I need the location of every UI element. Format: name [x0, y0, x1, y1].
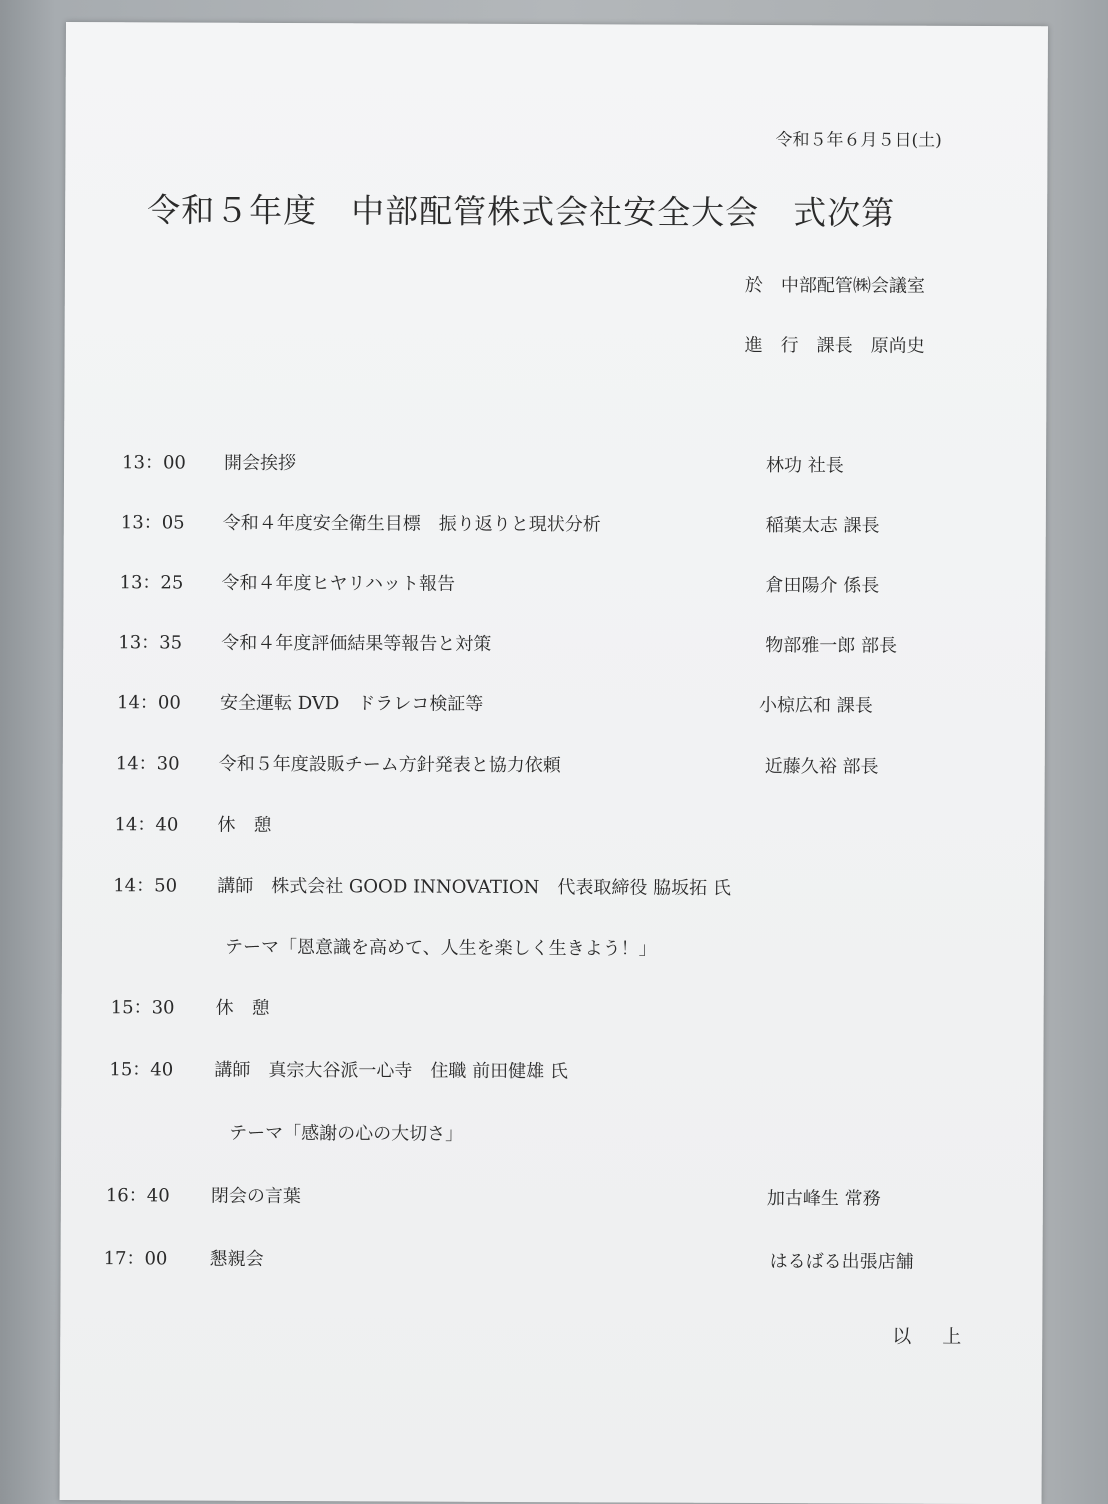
agenda-row: [61, 1181, 1043, 1215]
agenda-row: [63, 628, 1045, 662]
agenda-row: [61, 1055, 1043, 1089]
agenda-item: 令和４年度ヒヤリハット報告: [221, 572, 456, 595]
agenda-time: 13：35: [118, 632, 183, 654]
agenda-speaker: 加古峰生 常務: [766, 1188, 881, 1210]
agenda-speaker: 林功 社長: [766, 455, 844, 477]
agenda-item: 令和５年度設販チーム方針発表と協力依頼: [218, 753, 561, 777]
agenda-row: [62, 993, 1044, 1027]
agenda-item: 開会挨拶: [224, 452, 297, 475]
agenda-item: 講師 真宗大谷派一心寺 住職 前田健雄 氏: [214, 1059, 568, 1083]
document-title: 令和５年度 中部配管株式会社安全大会 式次第: [147, 190, 896, 233]
agenda-row: [62, 932, 1044, 966]
agenda-time: 13：05: [120, 512, 185, 534]
agenda-item: 安全運転 DVD ドラレコ検証等: [219, 692, 484, 715]
agenda-item: 休 憩: [215, 997, 270, 1019]
agenda-item: 令和４年度安全衛生目標 振り返りと現状分析: [222, 512, 601, 536]
agenda-row: [62, 871, 1044, 905]
agenda-speaker: 物部雅一郎 部長: [765, 635, 898, 657]
agenda-speaker: 稲葉太志 課長: [765, 515, 880, 537]
agenda-time: 15：30: [110, 997, 175, 1019]
document-date: 令和５年６月５日(土): [775, 130, 942, 151]
agenda-time: 14：40: [114, 814, 179, 836]
agenda-item: 令和４年度評価結果等報告と対策: [221, 632, 492, 655]
agenda-time: 16：40: [105, 1185, 170, 1207]
agenda-speaker: 小椋広和 課長: [758, 695, 873, 717]
agenda-row: [62, 810, 1044, 844]
agenda-time: 14：50: [113, 875, 178, 897]
agenda-time: 14：30: [115, 753, 180, 775]
venue-line: 於 中部配管㈱会議室: [744, 274, 925, 297]
closing-mark: 以 上: [892, 1325, 968, 1348]
agenda-row: [61, 1118, 1043, 1152]
agenda-item: 講師 株式会社 GOOD INNOVATION 代表取締役 脇坂拓 氏: [217, 875, 731, 899]
agenda-item: 閉会の言葉: [210, 1185, 301, 1208]
agenda-theme: テーマ「恩意識を高めて、人生を楽しく生きよう！」: [224, 936, 657, 960]
agenda-row: [63, 568, 1045, 602]
agenda-theme: テーマ「感謝の心の大切さ」: [229, 1122, 464, 1145]
agenda-time: 13：00: [122, 452, 186, 474]
agenda-time: 14：00: [116, 692, 181, 714]
agenda-time: 15：40: [109, 1059, 174, 1081]
agenda-row: [63, 688, 1045, 722]
agenda-item: 休 憩: [217, 814, 272, 836]
agenda-item: 懇親会: [209, 1248, 264, 1270]
agenda-time: 13：25: [119, 572, 184, 594]
document-page: [60, 22, 1048, 1504]
agenda-row: [64, 508, 1046, 542]
agenda-speaker: はるばる出張店舗: [769, 1251, 914, 1273]
agenda-time: 17：00: [103, 1248, 168, 1270]
agenda-row: [64, 448, 1046, 482]
agenda-row: [61, 1244, 1043, 1278]
agenda-row: [63, 749, 1045, 783]
agenda-speaker: 倉田陽介 係長: [765, 575, 880, 597]
agenda-speaker: 近藤久裕 部長: [764, 756, 879, 778]
host-line: 進 行 課長 原尚史: [744, 334, 925, 357]
